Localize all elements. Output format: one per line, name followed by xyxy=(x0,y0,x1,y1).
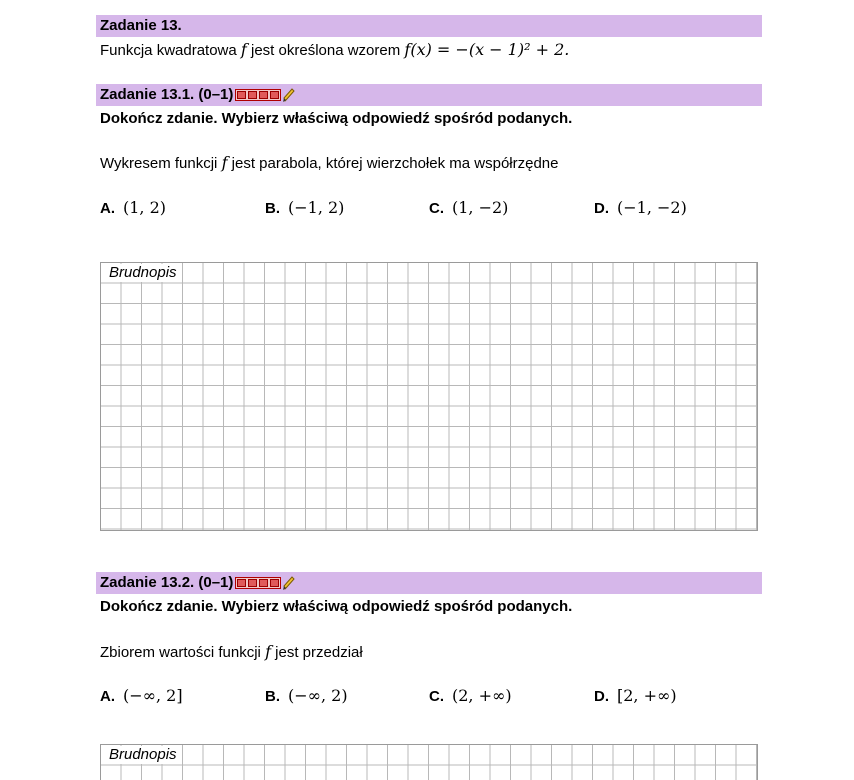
subtask-1-title: Zadanie 13.1. (0–1) xyxy=(100,86,234,103)
task-intro-fn: f xyxy=(240,40,247,59)
subtask-2-question-a: Zbiorem wartości funkcji xyxy=(100,644,261,661)
subtask-2-question-b: jest przedział xyxy=(275,644,363,661)
task-header xyxy=(96,15,762,37)
subtask-2-header xyxy=(96,572,762,594)
draft-label: Brudnopis xyxy=(109,264,177,281)
subtask-1-option-c[interactable] xyxy=(429,198,508,217)
score-box-icon xyxy=(235,89,281,101)
subtask-1-header xyxy=(96,84,762,106)
option-value: (−∞, 2] xyxy=(123,686,183,705)
task-intro-mid: jest określona wzorem xyxy=(251,42,401,59)
subtask-2-option-c[interactable] xyxy=(429,686,512,705)
option-value: (−1, 2) xyxy=(288,198,345,217)
pencil-icon xyxy=(282,575,296,591)
subtask-1-option-d[interactable] xyxy=(594,198,687,217)
subtask-2-question-fn: f xyxy=(265,642,271,661)
option-value: (2, +∞) xyxy=(452,686,512,705)
score-box-icon xyxy=(235,577,281,589)
subtask-1-option-b[interactable] xyxy=(265,198,344,217)
option-value: [2, +∞) xyxy=(617,686,677,705)
option-letter: A. xyxy=(100,200,115,217)
option-letter: D. xyxy=(594,688,609,705)
option-letter: C. xyxy=(429,200,444,217)
task-title: Zadanie 13. xyxy=(100,17,182,34)
draft-grid-1[interactable] xyxy=(100,262,758,531)
draft-grid-2[interactable] xyxy=(100,744,758,780)
subtask-1-option-a[interactable] xyxy=(100,198,166,217)
subtask-1-instruction: Dokończ zdanie. Wybierz właściwą odpowiedź spośród podanych. xyxy=(100,110,573,127)
subtask-1-question-a: Wykresem funkcji xyxy=(100,155,218,172)
option-letter: C. xyxy=(429,688,444,705)
subtask-2-question xyxy=(100,642,363,661)
task-formula: f(x) = −(x − 1)² + 2. xyxy=(404,40,570,59)
option-letter: A. xyxy=(100,688,115,705)
option-letter: B. xyxy=(265,688,280,705)
subtask-2-option-b[interactable] xyxy=(265,686,348,705)
option-value: (1, 2) xyxy=(123,198,167,217)
draft-label: Brudnopis xyxy=(109,746,177,763)
option-value: (1, −2) xyxy=(452,198,509,217)
subtask-1-question xyxy=(100,153,558,172)
subtask-2-title: Zadanie 13.2. (0–1) xyxy=(100,574,234,591)
subtask-1-question-b: jest parabola, której wierzchołek ma współrzędne xyxy=(231,155,559,172)
subtask-2-option-d[interactable] xyxy=(594,686,677,705)
option-letter: B. xyxy=(265,200,280,217)
option-value: (−1, −2) xyxy=(617,198,687,217)
subtask-2-option-a[interactable] xyxy=(100,686,183,705)
subtask-1-question-fn: f xyxy=(221,153,228,172)
task-intro xyxy=(100,40,569,59)
subtask-2-instruction: Dokończ zdanie. Wybierz właściwą odpowiedź spośród podanych. xyxy=(100,598,573,615)
task-intro-text: Funkcja kwadratowa xyxy=(100,42,237,59)
option-letter: D. xyxy=(594,200,609,217)
option-value: (−∞, 2) xyxy=(288,686,348,705)
pencil-icon xyxy=(282,87,296,103)
